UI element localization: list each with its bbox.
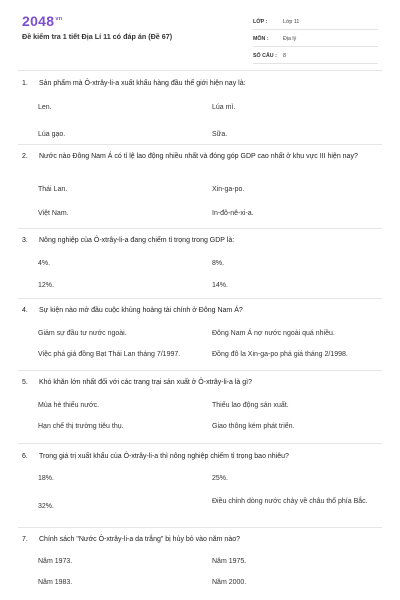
option-b[interactable]: Xin-ga-po. [212, 186, 245, 193]
option-c[interactable]: 12%. [38, 282, 54, 289]
option-c[interactable]: 32%. [38, 503, 54, 510]
option-c[interactable]: Việc phá giá đồng Bạt Thái Lan tháng 7/1997. [38, 351, 181, 358]
meta-label: SỐ CÂU : [253, 53, 277, 59]
site-logo[interactable] [22, 13, 62, 29]
option-d[interactable]: Sữa. [212, 131, 228, 138]
question-number: 4. [22, 307, 28, 314]
question-text: Sự kiện nào mở đầu cuộc khủng hoảng tài chính ở Đông Nam Á? [39, 307, 243, 314]
question-number: 7. [22, 536, 28, 543]
meta-row-subject [253, 32, 378, 47]
question-text: Chính sách "Nước Ô-xtrây-li-a da trắng" bị hủy bỏ vào năm nào? [39, 536, 241, 543]
option-b[interactable]: Đông Nam Á nợ nước ngoài quá nhiều. [212, 330, 335, 337]
option-a[interactable]: 4%. [38, 260, 51, 267]
option-c[interactable]: Năm 1983. [38, 579, 73, 586]
option-a[interactable]: 18%. [38, 475, 54, 482]
question-number: 1. [22, 80, 28, 87]
meta-value: 8 [283, 53, 286, 59]
option-a[interactable]: Giảm sự đầu tư nước ngoài. [38, 330, 127, 337]
option-d[interactable]: 14%. [212, 282, 228, 289]
question-number: 2. [22, 153, 28, 160]
option-a[interactable]: Len. [38, 104, 52, 111]
option-d[interactable]: Giao thông kém phát triển. [212, 423, 295, 430]
option-a[interactable]: Thái Lan. [38, 186, 68, 193]
meta-row-class [253, 15, 378, 30]
question-number: 5. [22, 379, 28, 386]
option-b[interactable]: Lúa mì. [212, 104, 236, 111]
option-b[interactable]: Năm 1975. [212, 558, 247, 565]
option-d[interactable]: In-đô-nê-xi-a. [212, 210, 254, 217]
option-d[interactable]: Đồng đô la Xin-ga-po phá giá tháng 2/1998. [212, 351, 348, 358]
question-number: 6. [22, 453, 28, 460]
question-divider [18, 527, 382, 528]
option-a[interactable]: Năm 1973. [38, 558, 73, 565]
page-header [0, 0, 400, 74]
option-b[interactable]: 25%. [212, 475, 228, 482]
question-divider [18, 228, 382, 229]
option-d[interactable]: Năm 2000. [212, 579, 247, 586]
logo-suffix: vn [55, 16, 63, 23]
meta-value: Lớp 11 [283, 19, 300, 25]
header-divider [18, 70, 382, 71]
question-text: Trong giá trị xuất khẩu của Ô-xtrây-li-a thì nông nghiệp chiếm tỉ trọng bao nhiêu? [39, 453, 289, 460]
question-text: Sản phẩm mà Ô-xtrây-li-a xuất khẩu hàng đầu thế giới hiện nay là: [39, 80, 246, 87]
option-b[interactable]: Thiếu lao động sản xuất. [212, 402, 289, 409]
question-divider [18, 443, 382, 444]
meta-label: MÔN : [253, 36, 269, 42]
meta-label: LỚP : [253, 19, 268, 25]
question-text: Khó khăn lớn nhất đối với các trang trại sản xuất ở Ô-xtrây-li-a là gì? [39, 379, 252, 386]
meta-value: Địa lý [283, 36, 297, 42]
exam-meta [253, 15, 378, 66]
logo-text: 2048 [22, 13, 55, 29]
option-a[interactable]: Mùa hè thiếu nước. [38, 402, 100, 409]
option-d[interactable]: Điều chỉnh dòng nước chảy về châu thổ phía Bắc. [212, 498, 368, 505]
question-text: Nông nghiệp của Ô-xtrây-li-a đang chiếm tỉ trọng trong GDP là: [39, 237, 235, 244]
question-divider [18, 298, 382, 299]
option-c[interactable]: Lúa gạo. [38, 131, 66, 138]
meta-row-count [253, 49, 378, 64]
question-divider [18, 370, 382, 371]
option-c[interactable]: Việt Nam. [38, 210, 69, 217]
option-b[interactable]: 8%. [212, 260, 225, 267]
question-text: Nước nào Đông Nam Á có tỉ lệ lao động nhiều nhất và đóng góp GDP cao nhất ở khu vực III hiện nay? [39, 153, 358, 160]
document-title: Đề kiểm tra 1 tiết Địa Lí 11 có đáp án (Đề 67) [22, 32, 173, 41]
question-divider [18, 144, 382, 145]
question-number: 3. [22, 237, 28, 244]
option-c[interactable]: Hạn chế thị trường tiêu thụ. [38, 423, 124, 430]
